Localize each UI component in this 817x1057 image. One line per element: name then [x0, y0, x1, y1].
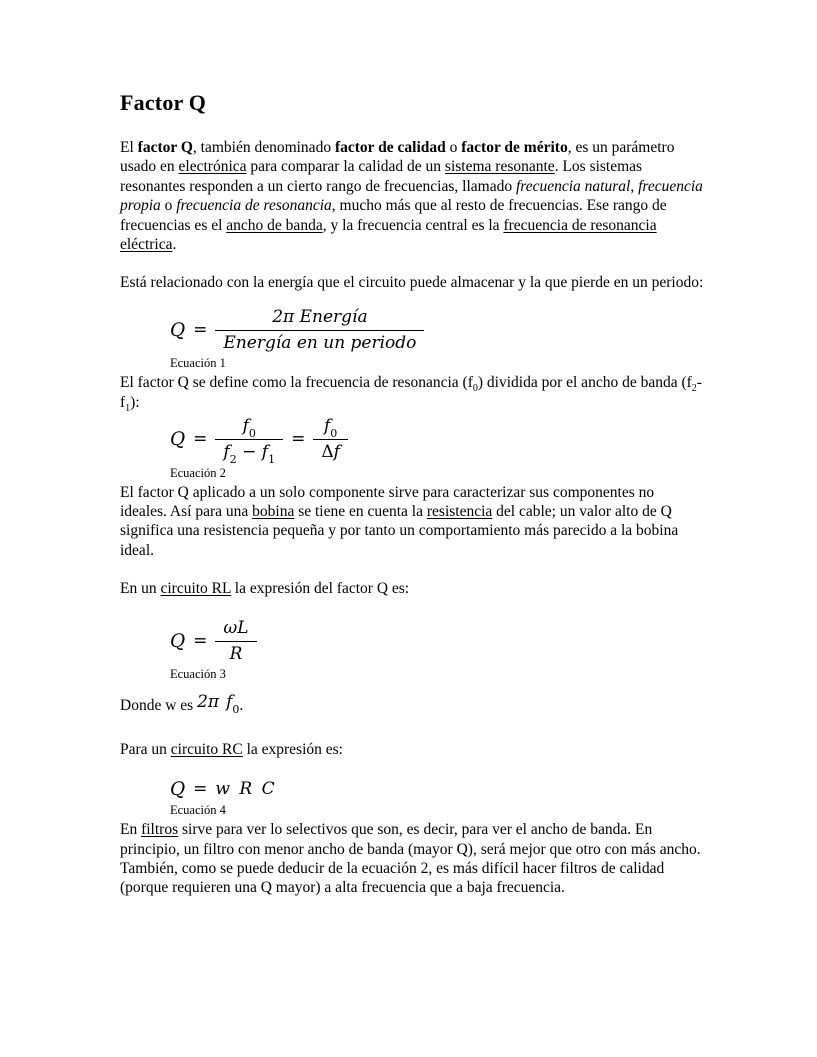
equation-1-caption: Ecuación 1 — [170, 356, 226, 371]
subscript-f0: 0 — [472, 383, 478, 395]
math-f: f — [261, 442, 269, 463]
term-factor-q: factor Q — [137, 139, 193, 156]
equation-3 — [170, 618, 704, 666]
equals-sign: = — [193, 319, 208, 340]
subscript-0: 0 — [232, 702, 240, 716]
equation-3-caption: Ecuación 3 — [170, 667, 226, 682]
text-run: . — [172, 236, 177, 254]
text-run: ): — [130, 393, 140, 411]
numerator: ωL — [223, 617, 249, 638]
term-frecuencia-propia: frecuencia propia — [120, 177, 703, 215]
subscript-0: 0 — [330, 426, 338, 440]
math-f: f — [223, 442, 230, 463]
text-run: la expresión es: — [242, 740, 343, 758]
paragraph-energia: Está relacionado con la energía que el circuito puede almacenar y la que pierde en un periodo: — [120, 274, 704, 292]
link-circuito-rc[interactable]: circuito RC — [170, 740, 243, 758]
link-resistencia[interactable]: resistencia — [426, 503, 493, 521]
paragraph-circuito-rc — [120, 740, 704, 759]
equals-sign: = — [193, 630, 208, 651]
denominator: R — [215, 641, 256, 665]
text-run: En un — [120, 580, 161, 598]
paragraph-donde — [120, 692, 704, 716]
link-electronica[interactable]: electrónica — [178, 158, 247, 176]
text-run: o — [160, 197, 177, 215]
fraction — [215, 307, 424, 355]
text-run: El — [120, 139, 138, 156]
text-run: la expresión del factor Q es: — [230, 580, 410, 598]
text-run: del cable; un valor alto de Q significa una resistencia pequeña y por tanto un comportamiento más parecido a la bobina ideal. — [120, 503, 679, 559]
math-f: f — [323, 416, 331, 437]
text-run: sirve para ver lo selectivos que son, es decir, para ver el ancho de banda. En principio, un filtro con menor ancho de banda (mayor Q), será mejor que otro con más ancho. También, como se puede deducir de la ecuación 2, es más difícil hacer filtros de calidad (porque requieren una Q mayor) a alta frecuencia que a baja frecuencia. — [120, 821, 701, 897]
math-2pi: 2π — [197, 692, 220, 713]
math-f: f — [226, 692, 233, 713]
math-f: f — [333, 442, 340, 463]
text-run: En — [120, 821, 142, 839]
text-run: . Los sistemas resonantes responden a un cierto rango de frecuencias, llamado — [120, 158, 643, 195]
link-sistema-resonante[interactable]: sistema resonante — [444, 158, 555, 176]
denominator — [215, 439, 283, 466]
equals-sign: = — [193, 778, 208, 799]
subscript-f2: 2 — [691, 383, 697, 395]
subscript-0: 0 — [248, 426, 256, 440]
link-ancho-de-banda[interactable]: ancho de banda — [226, 216, 323, 234]
text-run: ) dividida por el ancho de banda (f — [477, 374, 692, 392]
paragraph-componente — [120, 483, 704, 561]
text-run: El factor Q se define como la frecuencia de resonancia (f — [120, 374, 473, 392]
text-run: -f — [120, 374, 702, 411]
equals-sign: = — [291, 429, 306, 450]
paragraph-definicion — [120, 373, 704, 412]
equation-2 — [170, 416, 704, 464]
equals-sign: = — [193, 429, 208, 450]
text-run: . — [239, 697, 244, 715]
link-filtros[interactable]: filtros — [141, 821, 179, 839]
text-run: , y la frecuencia central es la — [322, 216, 504, 234]
text-run: o — [445, 139, 462, 156]
math-Q-symbol: Q — [170, 779, 186, 800]
paragraph-circuito-rl — [120, 579, 704, 598]
numerator — [313, 416, 348, 439]
text-run: , — [630, 177, 639, 195]
denominator — [313, 439, 348, 463]
equation-4-caption: Ecuación 4 — [170, 803, 226, 818]
link-frecuencia-resonancia-electrica[interactable]: frecuencia de resonancia eléctrica — [120, 216, 657, 254]
denominator: Energía en un periodo — [215, 330, 424, 354]
text-run: para comparar la calidad de un — [246, 158, 445, 176]
fraction — [313, 416, 348, 464]
subscript-1: 1 — [268, 452, 276, 466]
document-title: Factor Q — [120, 90, 207, 115]
math-Q-symbol: Q — [170, 320, 186, 342]
paragraph-intro — [120, 138, 704, 254]
equation-1 — [170, 307, 704, 355]
term-frecuencia-natural: frecuencia natural — [515, 177, 631, 195]
numerator: 2π Energía — [272, 306, 368, 327]
link-bobina[interactable]: bobina — [252, 503, 295, 521]
math-wRC: w R C — [215, 778, 277, 799]
fraction — [215, 416, 283, 464]
math-delta: Δ — [321, 442, 334, 463]
term-factor-de-calidad: factor de calidad — [334, 139, 446, 156]
text-run: El factor Q aplicado a un solo componente sirve para caracterizar sus componentes no ideales. Así para una — [120, 483, 655, 521]
numerator — [215, 416, 283, 439]
math-f: f — [242, 416, 249, 437]
term-factor-de-merito: factor de mérito — [461, 139, 568, 156]
text-run: Donde w es — [120, 697, 198, 715]
math-Q-symbol: Q — [170, 429, 186, 451]
math-Q-symbol: Q — [170, 630, 186, 652]
minus-sign: − — [236, 442, 262, 463]
math-f0 — [226, 692, 240, 716]
subscript-f1: 1 — [125, 402, 131, 414]
text-run: se tiene en cuenta la — [294, 503, 427, 521]
subscript-2: 2 — [229, 452, 237, 466]
text-run: , mucho más que al resto de frecuencias. Ese rango de frecuencias es el — [120, 197, 667, 234]
text-run: , también denominado — [192, 139, 335, 156]
document-content — [120, 90, 704, 917]
term-frecuencia-de-resonancia: frecuencia de resonancia — [176, 197, 332, 215]
paragraph-filtros — [120, 820, 704, 898]
equation-2-caption: Ecuación 2 — [170, 465, 226, 480]
fraction — [215, 618, 256, 666]
text-run: Para un — [120, 740, 171, 758]
text-run: , es un parámetro usado en — [120, 139, 675, 176]
equation-4 — [170, 778, 704, 801]
link-circuito-rl[interactable]: circuito RL — [160, 580, 231, 598]
